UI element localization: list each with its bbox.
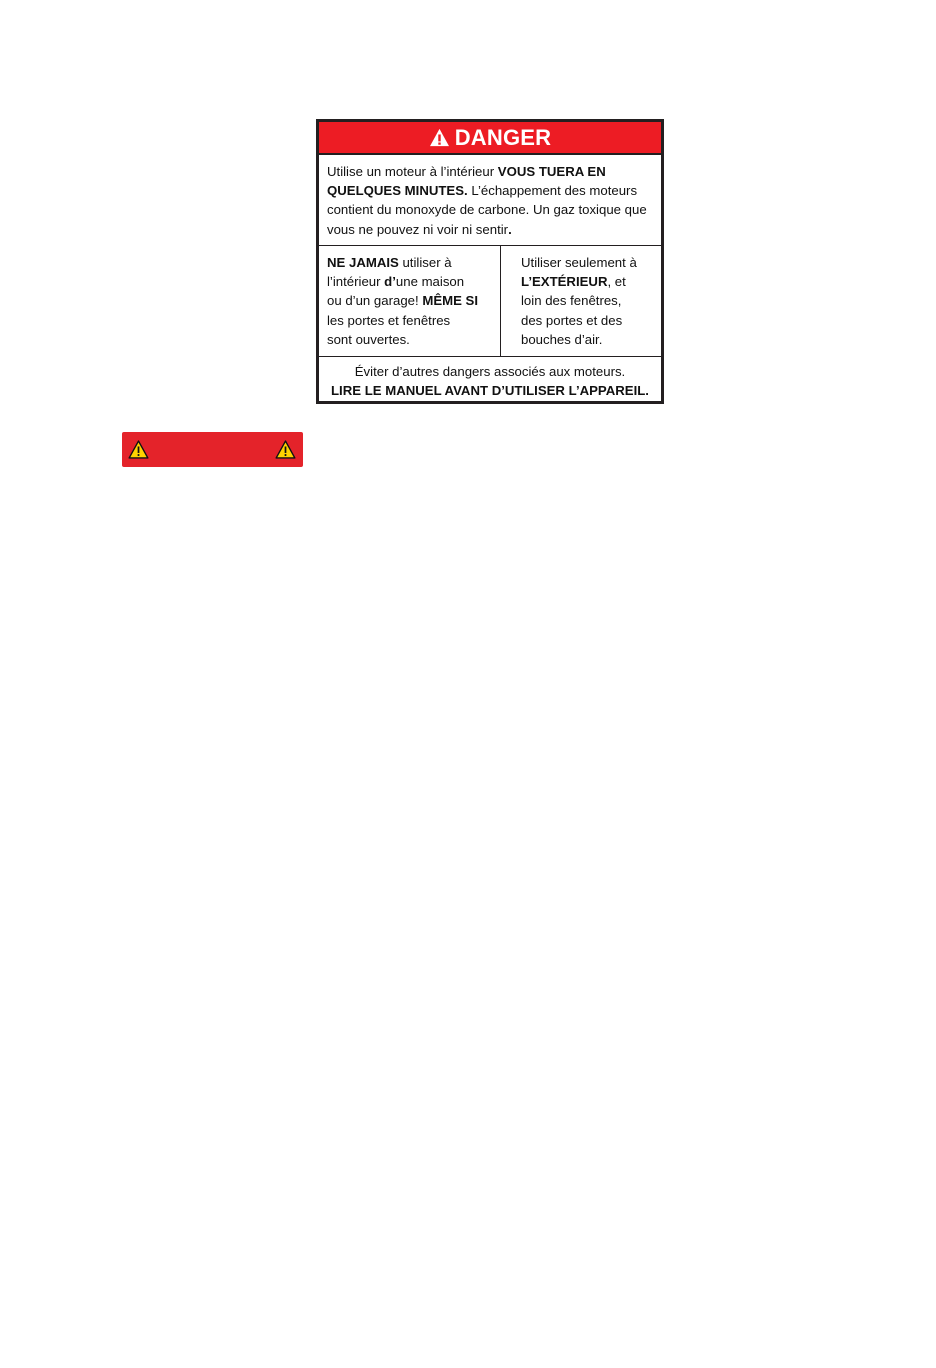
footer-line-2: LIRE LE MANUEL AVANT D’UTILISER L’APPAREIL. xyxy=(331,383,649,398)
right-line-2a: L’EXTÉRIEUR xyxy=(521,274,608,290)
intro-line-3: contient du monoxyde de carbone. Un gaz toxique que xyxy=(327,202,647,218)
footer-text xyxy=(319,357,661,401)
left-line-3a: ou d’un garage! xyxy=(327,293,423,309)
warning-triangle-icon xyxy=(429,128,450,147)
intro-line-4a: vous ne pouvez ni voir ni sentir xyxy=(327,221,509,237)
never-indoors-column xyxy=(319,246,501,356)
footer-line-1: Éviter d’autres dangers associés aux moteurs. xyxy=(354,364,626,379)
left-line-2b: d’ xyxy=(384,274,396,290)
warning-bar xyxy=(122,432,303,467)
danger-header xyxy=(319,122,661,155)
left-line-1b: utiliser à xyxy=(398,255,452,270)
left-line-3b: MÊME SI xyxy=(422,293,479,309)
right-line-4: des portes et des xyxy=(521,312,623,328)
intro-line-4b: . xyxy=(508,221,512,237)
intro-line-2b: L’échappement des moteurs xyxy=(467,183,638,199)
warning-triangle-icon xyxy=(275,440,296,459)
left-line-2a: l’intérieur xyxy=(327,274,385,290)
left-line-1a: NE JAMAIS xyxy=(327,255,399,270)
danger-title: DANGER xyxy=(454,124,552,150)
left-line-2c: une maison xyxy=(395,274,465,290)
intro-line-1b: VOUS TUERA EN xyxy=(497,164,606,179)
intro-text xyxy=(319,155,661,246)
right-line-3: loin des fenêtres, xyxy=(521,293,622,309)
danger-label xyxy=(316,119,664,404)
left-line-4: les portes et fenêtres xyxy=(327,312,451,328)
intro-line-1a: Utilise un moteur à l’intérieur xyxy=(327,164,498,179)
outdoors-only-column xyxy=(501,246,661,356)
instruction-columns xyxy=(319,246,661,357)
left-line-5: sont ouvertes. xyxy=(327,331,410,347)
warning-triangle-icon xyxy=(128,440,149,459)
right-line-1: Utiliser seulement à xyxy=(521,255,637,270)
right-line-5: bouches d’air. xyxy=(521,331,603,347)
right-line-2b: , et xyxy=(607,274,626,290)
intro-line-2a: QUELQUES MINUTES. xyxy=(327,183,468,199)
